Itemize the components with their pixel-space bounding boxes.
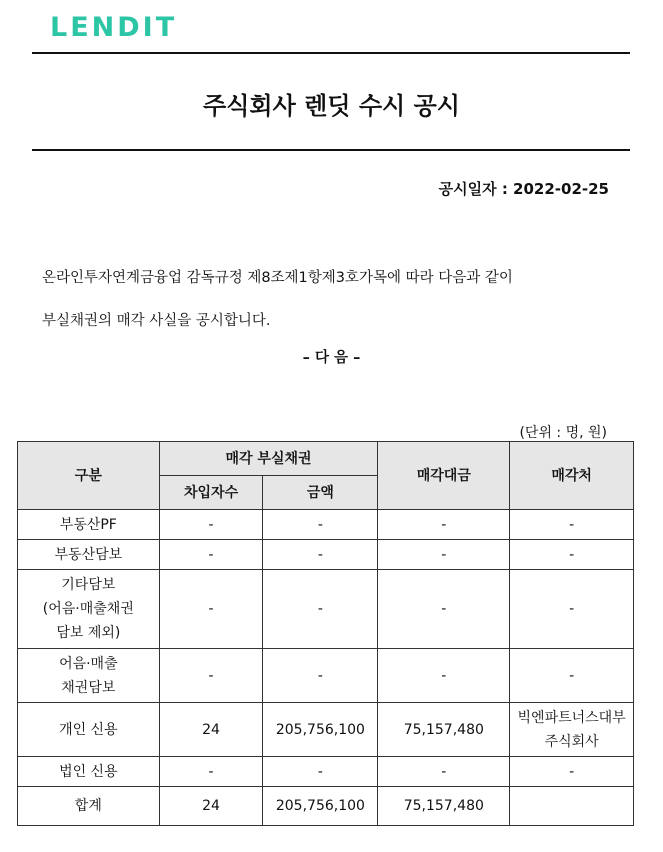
section-heading: – 다 음 – [302, 350, 361, 366]
row-buyer [510, 703, 634, 757]
header-amount: 금액 [263, 476, 378, 510]
row-borrowers: 24 [159, 703, 263, 757]
row-buyer: - [510, 570, 634, 649]
row-amount: 205,756,100 [263, 787, 378, 826]
top-divider [32, 52, 630, 54]
row-buyer: - [510, 510, 634, 540]
row-sale-price: - [378, 757, 510, 787]
row-sale-price: - [378, 570, 510, 649]
row-buyer: - [510, 757, 634, 787]
header-sale-price: 매각대금 [378, 442, 510, 510]
category-line: (어음·매출채권 [42, 601, 134, 617]
table-total-row [18, 787, 634, 826]
table-row [18, 757, 634, 787]
table-row [18, 649, 634, 703]
row-buyer: - [510, 649, 634, 703]
table-row [18, 540, 634, 570]
table-row [18, 703, 634, 757]
row-borrowers: - [159, 570, 263, 649]
category-line: 채권담보 [61, 679, 116, 696]
row-sale-price: - [378, 649, 510, 703]
row-category: 부동산담보 [18, 540, 160, 570]
row-borrowers: - [159, 649, 263, 703]
category-line: 어음·매출 [59, 655, 118, 672]
header-category: 구분 [18, 442, 160, 510]
buyer-line: 주식회사 [544, 733, 599, 750]
header-sold-bad-loans: 매각 부실채권 [159, 442, 378, 476]
table-row [18, 510, 634, 540]
buyer-line: 빅엔파트너스대부 [517, 709, 626, 726]
row-sale-price: 75,157,480 [378, 787, 510, 826]
table-row [18, 570, 634, 649]
lendit-logo: LENDIT [50, 12, 178, 43]
category-line: 담보 제외) [56, 625, 121, 641]
row-sale-price: - [378, 510, 510, 540]
row-category: 법인 신용 [18, 757, 160, 787]
disclosure-table [17, 441, 634, 826]
row-borrowers: - [159, 540, 263, 570]
row-sale-price: - [378, 540, 510, 570]
row-buyer [510, 787, 634, 826]
row-borrowers: - [159, 757, 263, 787]
header-borrowers: 차입자수 [159, 476, 263, 510]
row-amount: 205,756,100 [263, 703, 378, 757]
intro-line-2: 부실채권의 매각 사실을 공시합니다. [42, 313, 271, 329]
row-category: 합계 [18, 787, 160, 826]
row-category: 부동산PF [18, 510, 160, 540]
intro-line-1: 온라인투자연계금융업 감독규정 제8조제1항제3호가목에 따라 다음과 같이 [42, 270, 513, 286]
row-category [18, 570, 160, 649]
header-buyer: 매각처 [510, 442, 634, 510]
unit-note: (단위 : 명, 원) [519, 425, 607, 441]
row-borrowers: - [159, 510, 263, 540]
title-divider [32, 149, 630, 151]
disclosure-date: 공시일자 : 2022-02-25 [438, 180, 609, 198]
row-sale-price: 75,157,480 [378, 703, 510, 757]
row-borrowers: 24 [159, 787, 263, 826]
row-category [18, 649, 160, 703]
row-amount: - [263, 540, 378, 570]
row-amount: - [263, 757, 378, 787]
page-title: 주식회사 렌딧 수시 공시 [203, 92, 460, 120]
row-amount: - [263, 649, 378, 703]
row-category: 개인 신용 [18, 703, 160, 757]
category-line: 기타담보 [61, 577, 116, 593]
row-amount: - [263, 570, 378, 649]
row-amount: - [263, 510, 378, 540]
row-buyer: - [510, 540, 634, 570]
